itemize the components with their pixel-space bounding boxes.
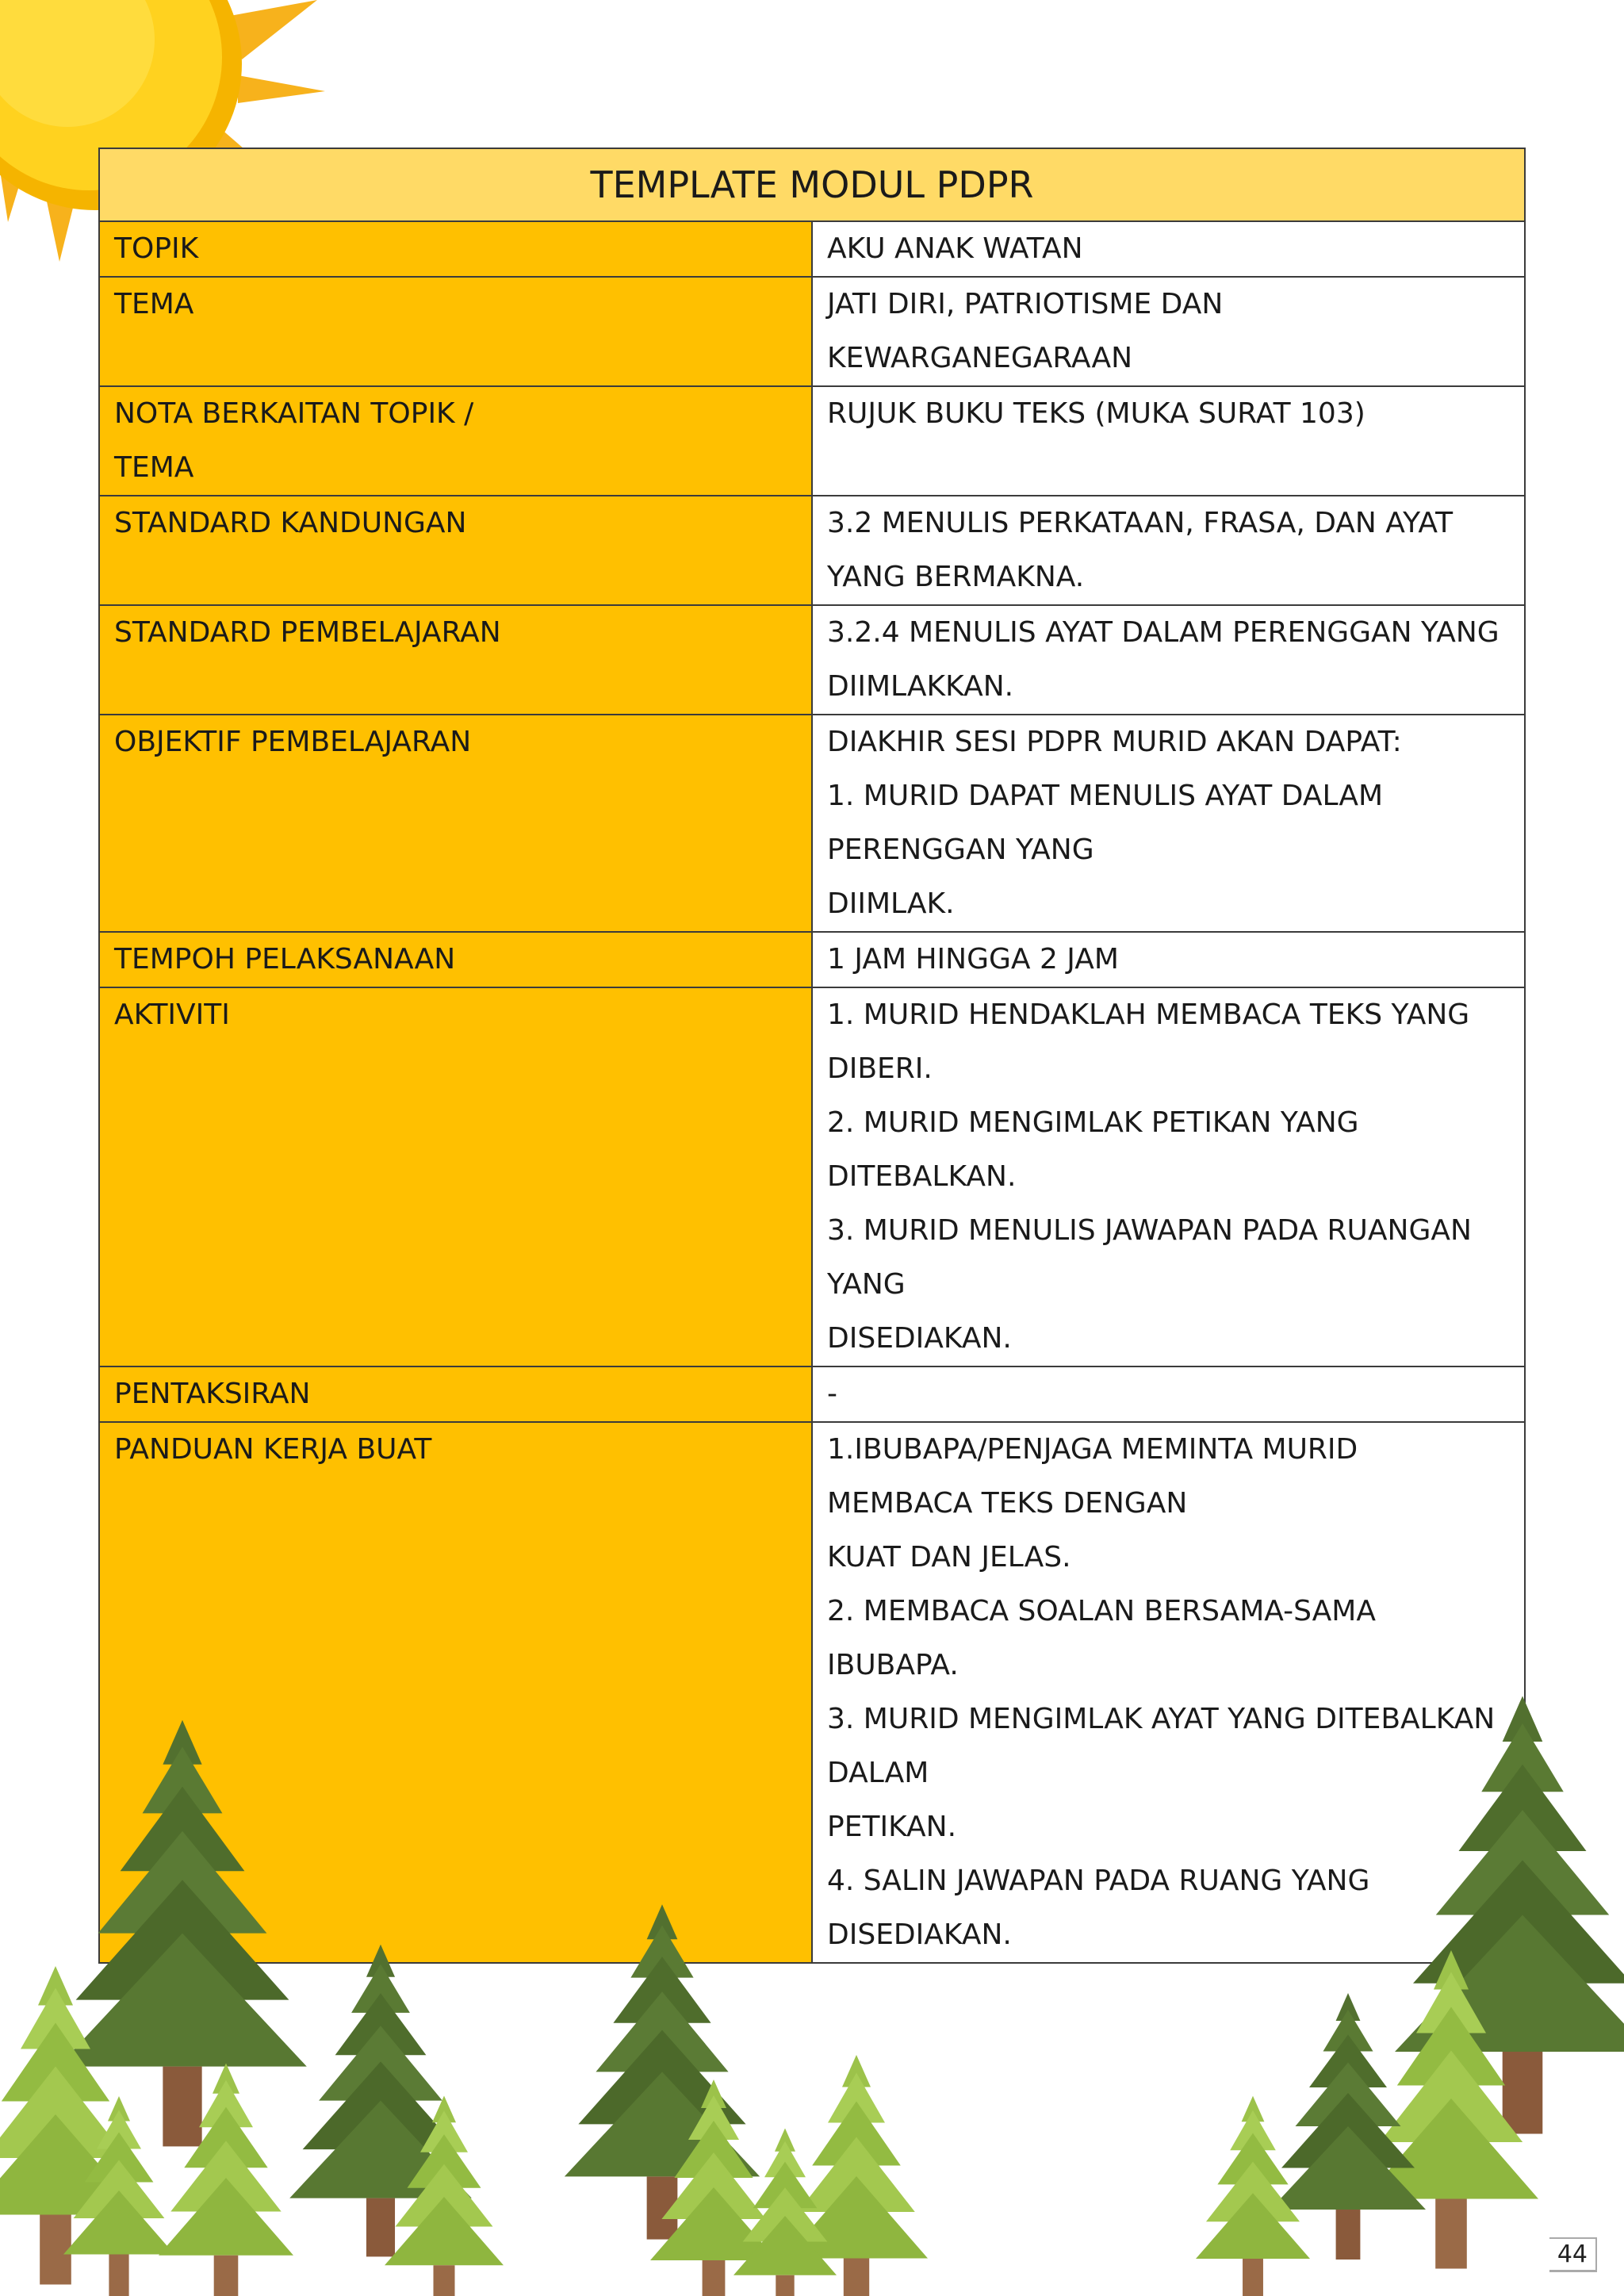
row-label: TOPIK — [99, 221, 812, 277]
row-label: TEMA — [99, 277, 812, 386]
table-row — [99, 987, 1525, 1366]
row-label: AKTIVITI — [99, 987, 812, 1366]
row-value: 1.IBUBAPA/PENJAGA MEMINTA MURID MEMBACA TEKS DENGAN KUAT DAN JELAS. 2. MEMBACA SOALAN BERSAMA-SAMA IBUBAPA. 3. MURID MENGIMLAK AYAT YANG DITEBALKAN DALAM PETIKAN. 4. SALIN JAWAPAN PADA RUANG YANG DISEDIAKAN. — [812, 1422, 1525, 1963]
table-row — [99, 386, 1525, 496]
table-row — [99, 715, 1525, 932]
page-number: 44 — [1549, 2237, 1597, 2272]
row-value: 1. MURID HENDAKLAH MEMBACA TEKS YANG DIBERI. 2. MURID MENGIMLAK PETIKAN YANG DITEBALKAN. 3. MURID MENULIS JAWAPAN PADA RUANGAN YANG DISEDIAKAN. — [812, 987, 1525, 1366]
row-label: PENTAKSIRAN — [99, 1366, 812, 1422]
row-label: NOTA BERKAITAN TOPIK / TEMA — [99, 386, 812, 496]
title-row — [99, 148, 1525, 221]
row-label: STANDARD PEMBELAJARAN — [99, 605, 812, 715]
row-value: JATI DIRI, PATRIOTISME DAN KEWARGANEGARAAN — [812, 277, 1525, 386]
table-row — [99, 932, 1525, 987]
table-row — [99, 221, 1525, 277]
row-value: 3.2 MENULIS PERKATAAN, FRASA, DAN AYAT YANG BERMAKNA. — [812, 496, 1525, 605]
table-row — [99, 277, 1525, 386]
table-row — [99, 1366, 1525, 1422]
pine-trees-decoration — [0, 1665, 1624, 2296]
row-value: RUJUK BUKU TEKS (MUKA SURAT 103) — [812, 386, 1525, 496]
row-label: OBJEKTIF PEMBELAJARAN — [99, 715, 812, 932]
row-value: 3.2.4 MENULIS AYAT DALAM PERENGGAN YANG DIIMLAKKAN. — [812, 605, 1525, 715]
table-row — [99, 496, 1525, 605]
row-value: DIAKHIR SESI PDPR MURID AKAN DAPAT: 1. MURID DAPAT MENULIS AYAT DALAM PERENGGAN YANG DIIMLAK. — [812, 715, 1525, 932]
row-label: STANDARD KANDUNGAN — [99, 496, 812, 605]
row-value: AKU ANAK WATAN — [812, 221, 1525, 277]
row-value: 1 JAM HINGGA 2 JAM — [812, 932, 1525, 987]
row-label: PANDUAN KERJA BUAT — [99, 1422, 812, 1963]
row-value: - — [812, 1366, 1525, 1422]
table-row — [99, 605, 1525, 715]
table-title: TEMPLATE MODUL PDPR — [99, 148, 1525, 221]
row-label: TEMPOH PELAKSANAAN — [99, 932, 812, 987]
